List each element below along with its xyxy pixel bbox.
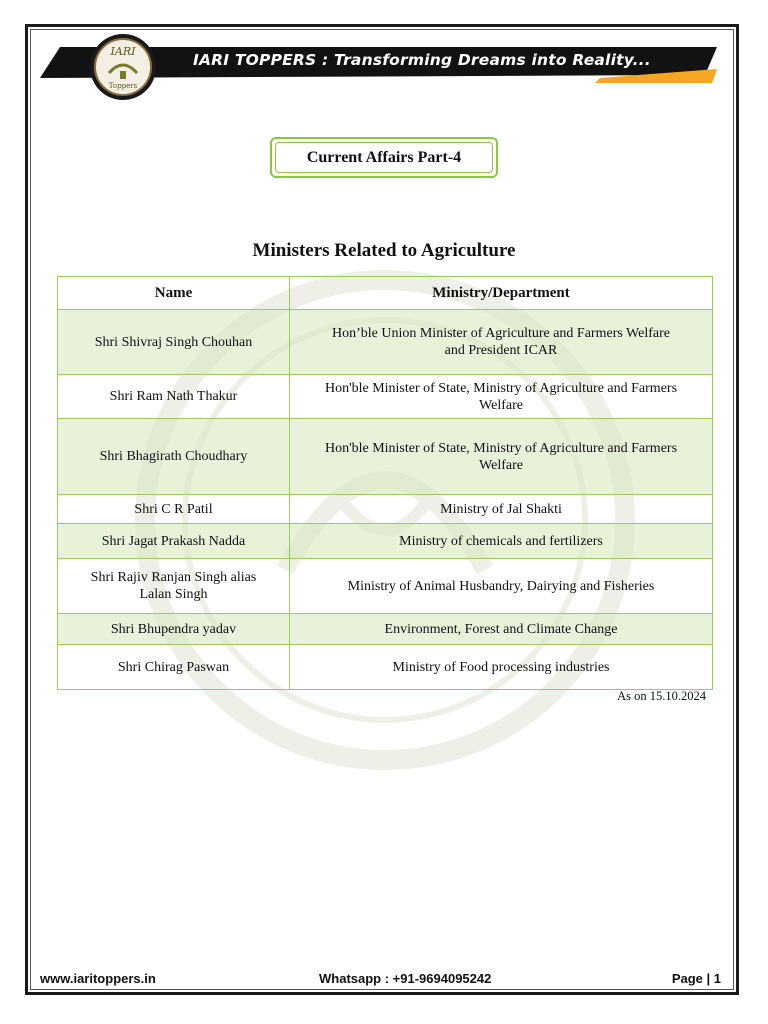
section-title: Ministers Related to Agriculture [252,240,516,261]
minister-ministry: Environment, Forest and Climate Change [290,614,713,645]
minister-ministry: Hon’ble Union Minister of Agriculture and Farmers Welfare and President ICAR [290,310,713,375]
minister-name: Shri Jagat Prakash Nadda [58,524,290,559]
as-on-date: As on 15.10.2024 [617,689,706,703]
minister-ministry: Ministry of Animal Husbandry, Dairying and Fisheries [290,559,713,614]
table-row [58,559,713,614]
footer-page-number: Page | 1 [671,971,721,986]
table-row [58,310,713,375]
table-row [58,524,713,559]
banner-title: IARI TOPPERS : Transforming Dreams into Reality... [193,51,651,69]
iari-toppers-logo [89,33,157,101]
table-row [58,645,713,690]
ministers-table [57,276,713,690]
table-row [58,375,713,419]
minister-ministry: Ministry of Food processing industries [290,645,713,690]
minister-name: Shri Shivraj Singh Chouhan [58,310,290,375]
minister-name: Shri Chirag Paswan [58,645,290,690]
minister-ministry: Hon'ble Minister of State, Ministry of Agriculture and Farmers Welfare [290,375,713,419]
minister-ministry: Ministry of chemicals and fertilizers [290,524,713,559]
header-ministry: Ministry/Department [290,277,713,310]
minister-name: Shri C R Patil [58,495,290,524]
logo-text-bottom: Toppers [108,82,138,90]
header-name: Name [58,277,290,310]
footer-whatsapp: Whatsapp : +91-9694095242 [319,971,492,986]
minister-name: Shri Ram Nath Thakur [58,375,290,419]
part-title: Current Affairs Part-4 [275,142,493,173]
part-title-box [270,137,498,178]
minister-ministry: Ministry of Jal Shakti [290,495,713,524]
minister-ministry: Hon'ble Minister of State, Ministry of Agriculture and Farmers Welfare [290,419,713,495]
table-row [58,419,713,495]
table-header-row [58,277,713,310]
minister-name: Shri Bhagirath Choudhary [58,419,290,495]
table-row [58,495,713,524]
footer-website-link[interactable]: www.iaritoppers.in [40,971,156,986]
minister-name: Shri Rajiv Ranjan Singh alias Lalan Singh [58,559,290,614]
logo-text-top: IARI [110,45,136,58]
minister-name: Shri Bhupendra yadav [58,614,290,645]
table-row [58,614,713,645]
